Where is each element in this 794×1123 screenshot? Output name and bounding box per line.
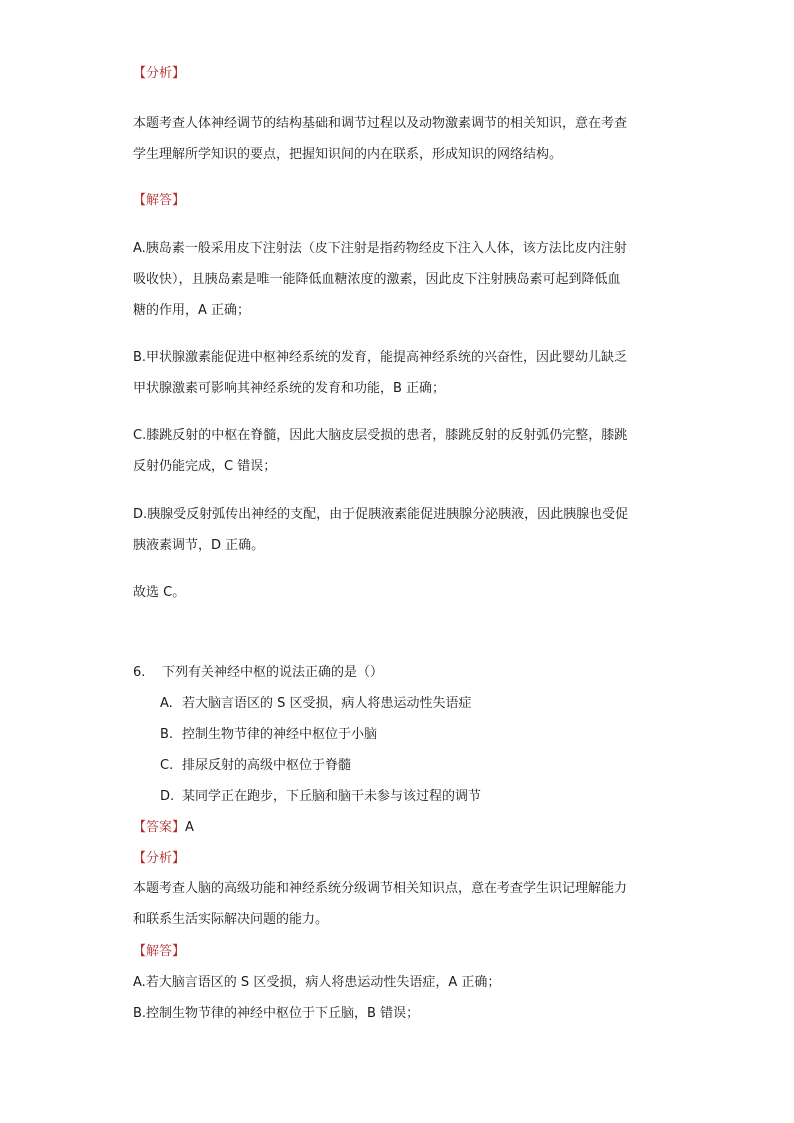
analysis-line: 学生理解所学知识的要点，把握知识间的内在联系，形成知识的网络结构。 — [133, 147, 563, 162]
solution-line-b: 甲状腺激素可影响其神经系统的发育和功能，B 正确； — [133, 381, 446, 396]
answer-key-value: A — [185, 820, 194, 835]
answer-key-heading: 【答案】 — [133, 820, 186, 835]
option-b — [160, 725, 377, 745]
solution-line-c: C.膝跳反射的中枢在脊髓，因此大脑皮层受损的患者，膝跳反射的反射弧仍完整，膝跳 — [133, 428, 628, 443]
analysis-line: 本题考查人脑的高级功能和神经系统分级调节相关知识点，意在考查学生识记理解能力 — [133, 881, 628, 896]
solution-line-d: D.胰腺受反射弧传出神经的支配，由于促胰液素能促进胰腺分泌胰液，因此胰腺也受促 — [133, 507, 629, 522]
option-label: B. — [160, 727, 174, 742]
solution-heading: 【解答】 — [133, 193, 186, 208]
solution-heading: 【解答】 — [133, 944, 186, 959]
option-a — [160, 694, 472, 714]
analysis-heading: 【分析】 — [133, 851, 186, 866]
question-number: 6. — [133, 665, 146, 680]
option-text: 控制生物节律的神经中枢位于小脑 — [182, 727, 378, 742]
option-label: A. — [160, 696, 173, 711]
solution-line-b: B.甲状腺激素能促进中枢神经系统的发育，能提高神经系统的兴奋性，因此婴幼儿缺乏 — [133, 350, 628, 365]
conclusion: 故选 C。 — [133, 585, 186, 600]
solution-line-a: A.胰岛素一般采用皮下注射法（皮下注射是指药物经皮下注入人体，该方法比皮内注射 — [133, 241, 627, 256]
option-label: C. — [160, 758, 174, 773]
question-stem: 下列有关神经中枢的说法正确的是（） — [162, 665, 384, 680]
solution-line: B.控制生物节律的神经中枢位于下丘脑，B 错误； — [133, 1006, 420, 1021]
option-text: 若大脑言语区的 S 区受损，病人将患运动性失语症 — [182, 696, 472, 711]
option-d — [160, 787, 481, 807]
option-label: D. — [160, 789, 175, 804]
answer-key — [133, 818, 194, 838]
analysis-line: 本题考查人体神经调节的结构基础和调节过程以及动物激素调节的相关知识，意在考查 — [133, 116, 628, 131]
solution-line-a: 吸收快），且胰岛素是唯一能降低血糖浓度的激素，因此皮下注射胰岛素可起到降低血 — [133, 272, 621, 287]
solution-line-c: 反射仍能完成，C 错误； — [133, 459, 277, 474]
option-text: 排尿反射的高级中枢位于脊髓 — [182, 758, 352, 773]
option-c — [160, 756, 351, 776]
analysis-heading: 【分析】 — [133, 66, 186, 81]
solution-line-d: 胰液素调节，D 正确。 — [133, 538, 265, 553]
analysis-line: 和联系生活实际解决问题的能力。 — [133, 912, 329, 927]
solution-line-a: 糖的作用，A 正确； — [133, 303, 251, 318]
option-text: 某同学正在跑步，下丘脑和脑干未参与该过程的调节 — [182, 789, 482, 804]
solution-line: A.若大脑言语区的 S 区受损，病人将患运动性失语症，A 正确； — [133, 975, 501, 990]
